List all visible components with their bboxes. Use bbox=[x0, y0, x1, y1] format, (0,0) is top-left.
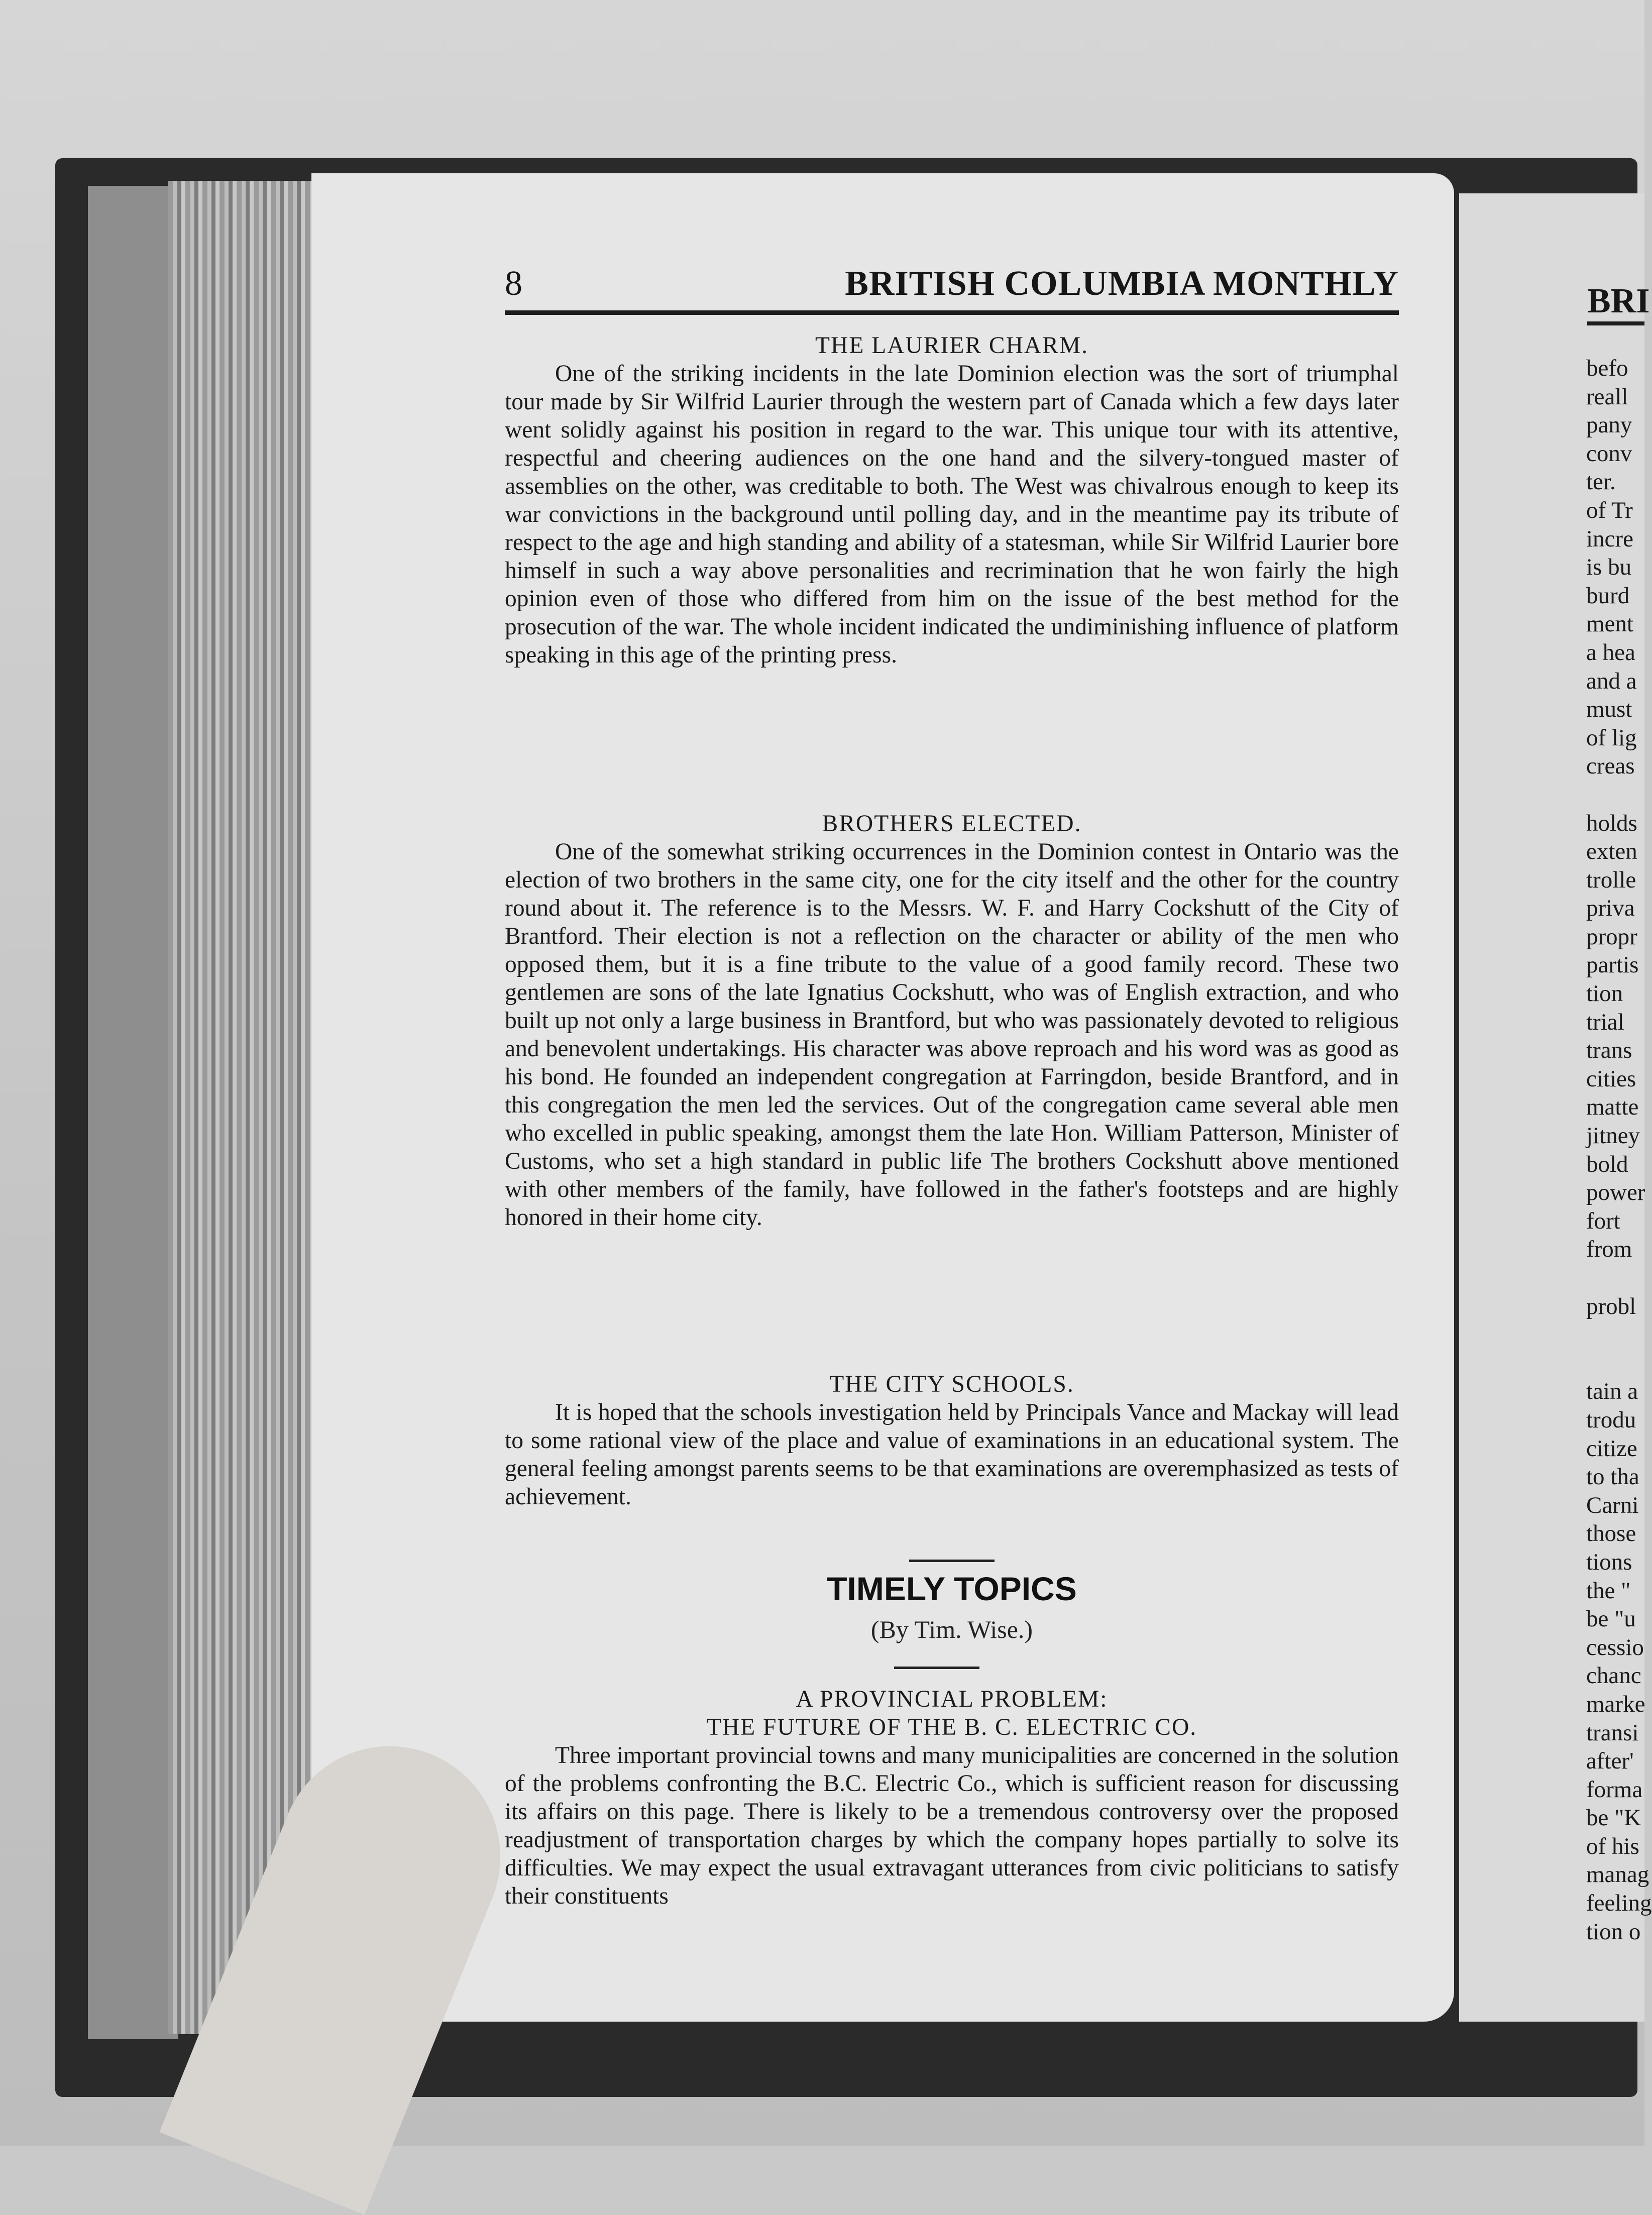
facing-page-line: cities bbox=[1586, 1065, 1636, 1092]
facing-page-line: fort bbox=[1586, 1207, 1620, 1234]
facing-page-line: tions bbox=[1586, 1548, 1632, 1575]
section-rule bbox=[894, 1667, 979, 1669]
article-body: It is hoped that the schools investigation held by Principals Vance and Mackay will lead to some rational view of the place and value of examinations in an educational system. The general feeling amongst parents seems to be that examinations are overemphasized as tests of achievement. bbox=[505, 1399, 1399, 1510]
facing-page-line: feeling bbox=[1586, 1890, 1652, 1917]
article-city-schools bbox=[505, 1370, 1399, 1511]
byline: (By Tim. Wise.) bbox=[870, 1615, 1033, 1643]
inner-board bbox=[88, 186, 178, 2039]
article-body: One of the somewhat striking occurrences in the Dominion contest in Ontario was the election of two brothers in the same city, one for the city itself and the other for the country round about it. The reference is to the Messrs. W. F. and Harry Cockshutt of the City of Brantford. Their election is not a reflection on the character or ability of the men who opposed them, but it is a fine tribute to the value of a good family record. These two gentlemen are sons of the late Ignatius Cockshutt, who was of English extraction, and who built up not only a large business in Brantford, but who was passionately devoted to religious and benevolent undertakings. His character was above reproach and his word was as good as his bond. He founded an independent congregation at Farringdon, beside Brantford, and in this congregation the men led the services. Out of the congregation came several able men who excelled in public speaking, amongst them the late Hon. William Patterson, Minister of Customs, who set a high standard in public life The brothers Cockshutt above mentioned with other members of the family, have followed in the father's footsteps and are highly honored in their home city. bbox=[505, 839, 1399, 1231]
facing-page-line: exten bbox=[1586, 838, 1637, 865]
facing-page-line: probl bbox=[1586, 1293, 1636, 1319]
page-header bbox=[505, 264, 1399, 309]
facing-page-line: of Tr bbox=[1586, 497, 1633, 523]
facing-page-line: tion o bbox=[1586, 1918, 1641, 1945]
facing-page-line bbox=[1586, 781, 1644, 809]
facing-page-line: of lig bbox=[1586, 724, 1637, 751]
facing-page-rule bbox=[1587, 321, 1644, 325]
facing-page-line: power bbox=[1586, 1179, 1645, 1206]
facing-page-line: from bbox=[1586, 1236, 1632, 1263]
facing-page-line: tain a bbox=[1586, 1378, 1638, 1405]
facing-page-line: chanc bbox=[1586, 1663, 1641, 1689]
facing-page-line: priva bbox=[1586, 895, 1635, 922]
facing-page-line: trolle bbox=[1586, 866, 1636, 893]
facing-page-line: cessio bbox=[1586, 1634, 1644, 1660]
facing-page-line: matte bbox=[1586, 1094, 1639, 1121]
running-title: BRITISH COLUMBIA MONTHLY bbox=[845, 264, 1399, 303]
article-heading: THE LAURIER CHARM. bbox=[815, 333, 1088, 359]
facing-page-line: pany bbox=[1586, 412, 1632, 438]
article-laurier-charm bbox=[505, 331, 1399, 669]
topics-title: TIMELY TOPICS bbox=[827, 1570, 1077, 1607]
facing-page-line: must bbox=[1586, 696, 1632, 723]
facing-page-line: reall bbox=[1586, 383, 1628, 410]
facing-page-line: manag bbox=[1586, 1861, 1649, 1888]
article-provincial-problem bbox=[505, 1685, 1399, 1910]
facing-page-line: and a bbox=[1586, 668, 1637, 694]
facing-page-line: to tha bbox=[1586, 1464, 1639, 1490]
header-rule bbox=[505, 310, 1399, 315]
facing-page-line: be "u bbox=[1586, 1606, 1636, 1632]
article-brothers-elected bbox=[505, 810, 1399, 1232]
facing-page-line: befo bbox=[1586, 355, 1628, 381]
facing-page-line: marke bbox=[1586, 1691, 1645, 1717]
facing-page-line: after' bbox=[1586, 1748, 1634, 1775]
facing-page-line: be "K bbox=[1586, 1805, 1641, 1831]
facing-page-text bbox=[1586, 354, 1652, 1946]
facing-page-line: trans bbox=[1586, 1037, 1632, 1064]
facing-page-line: those bbox=[1586, 1520, 1636, 1547]
facing-page-line: forma bbox=[1586, 1776, 1643, 1803]
facing-page-line: burd bbox=[1586, 582, 1630, 609]
facing-page-line: transi bbox=[1586, 1719, 1639, 1746]
facing-page-line: Carni bbox=[1586, 1492, 1639, 1518]
article-subheading: A PROVINCIAL PROBLEM: bbox=[796, 1686, 1108, 1712]
facing-page-line: a hea bbox=[1586, 639, 1635, 666]
section-rule bbox=[909, 1560, 995, 1562]
page-number: 8 bbox=[505, 264, 522, 303]
facing-page-line: conv bbox=[1586, 440, 1632, 467]
facing-page-line: the " bbox=[1586, 1577, 1631, 1604]
page-edges bbox=[168, 181, 314, 2034]
article-heading: THE CITY SCHOOLS. bbox=[829, 1371, 1074, 1397]
facing-page-line: ter. bbox=[1586, 469, 1616, 495]
facing-page-line: trial bbox=[1586, 1009, 1624, 1035]
facing-page-line bbox=[1586, 1264, 1644, 1292]
facing-page-line: incre bbox=[1586, 525, 1633, 552]
article-subheading: THE FUTURE OF THE B. C. ELECTRIC CO. bbox=[706, 1714, 1197, 1740]
facing-page-line: jitney bbox=[1586, 1123, 1640, 1149]
facing-page-line: tion bbox=[1586, 980, 1623, 1007]
facing-page-line: creas bbox=[1586, 753, 1635, 780]
facing-page-line: is bu bbox=[1586, 554, 1632, 581]
facing-page-line: ment bbox=[1586, 611, 1633, 637]
article-body: Three important provincial towns and many municipalities are concerned in the solution of the problems confronting the B.C. Electric Co., which is sufficient reason for discussing its affairs on this page. There is likely to be a tremendous controversy over the proposed readjustment of transportation charges by which the company hopes partially to solve its difficulties. We may expect the usual extravagant utterances from civic politicians to satisfy their constituents bbox=[505, 1742, 1399, 1909]
facing-page-header: BRI bbox=[1587, 282, 1650, 320]
facing-page-line bbox=[1586, 1320, 1644, 1349]
facing-page-line: holds bbox=[1586, 810, 1637, 836]
facing-page-line: of his bbox=[1586, 1833, 1639, 1859]
facing-page-line: bold bbox=[1586, 1151, 1628, 1177]
facing-page-line: partis bbox=[1586, 952, 1639, 978]
article-body: One of the striking incidents in the late Dominion election was the sort of triumphal tour made by Sir Wilfrid Laurier through the western part of Canada which a few days later went solidly against his position in regard to the war. This unique tour with its attentive, respectful and cheering audiences on the one hand and the silvery-tongued master of assemblies on the other, was creditable to both. The West was chivalrous enough to keep its war convictions in the background until polling day, and in the meantime pay its tribute of respect to the age and high standing and ability of a statesman, while Sir Wilfrid Laurier bore himself in such a way above personalities and recrimination that he won fairly the high opinion even of those who differed from him on the issue of the best method for the prosecution of the war. The whole incident indicated the undiminishing influence of platform speaking in this age of the printing press. bbox=[505, 361, 1399, 668]
facing-page-line: citize bbox=[1586, 1435, 1637, 1462]
article-heading: BROTHERS ELECTED. bbox=[822, 811, 1082, 837]
facing-page-line: trodu bbox=[1586, 1406, 1636, 1433]
facing-page-line: propr bbox=[1586, 923, 1637, 950]
facing-page-line bbox=[1586, 1349, 1644, 1378]
